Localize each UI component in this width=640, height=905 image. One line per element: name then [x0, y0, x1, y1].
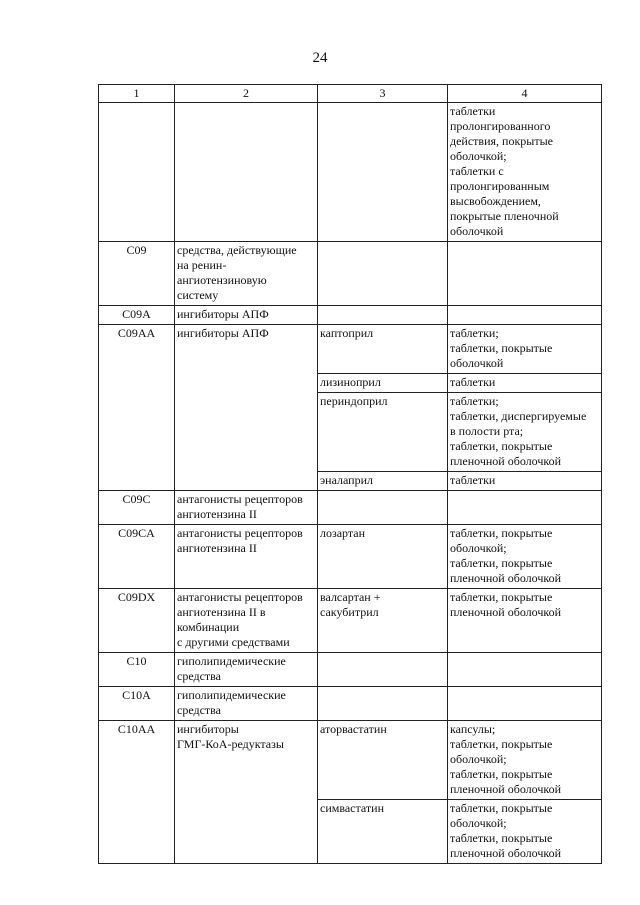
column-header: 1	[99, 85, 175, 103]
drug-name-cell	[318, 242, 448, 306]
drug-name-cell	[318, 103, 448, 242]
drug-name-cell	[318, 653, 448, 687]
cell-line: таблетки	[450, 473, 496, 487]
atc-code-cell: C09AA	[99, 325, 175, 491]
dosage-form-cell	[448, 589, 602, 653]
drug-name-cell	[318, 687, 448, 721]
atc-code-cell: C09C	[99, 491, 175, 525]
cell-line: таблетки с	[450, 164, 504, 178]
atc-code-cell: C09CA	[99, 525, 175, 589]
table-row	[99, 103, 602, 242]
cell-line: таблетки;	[450, 326, 499, 340]
drug-name-cell	[318, 800, 448, 864]
cell-line: оболочкой;	[450, 541, 507, 555]
drug-name-cell	[318, 589, 448, 653]
cell-line: таблетки;	[450, 394, 499, 408]
group-name-cell	[175, 306, 318, 325]
cell-line: таблетки, покрытые	[450, 737, 553, 751]
drug-name-cell	[318, 393, 448, 472]
atc-code-cell: C10A	[99, 687, 175, 721]
drug-name-cell	[318, 721, 448, 800]
cell-line: с другими средствами	[177, 635, 290, 649]
cell-line: пленочной оболочкой	[450, 454, 562, 468]
page-number: 24	[312, 50, 328, 66]
drug-name-cell	[318, 306, 448, 325]
atc-code-cell	[99, 103, 175, 242]
cell-line: ангиотензина II в	[177, 605, 266, 619]
cell-line: оболочкой	[450, 356, 504, 370]
dosage-form-cell	[448, 687, 602, 721]
table-row	[99, 242, 602, 306]
cell-line: действия, покрытые	[450, 134, 553, 148]
dosage-form-cell	[448, 491, 602, 525]
cell-line: оболочкой;	[450, 149, 507, 163]
cell-line: систему	[177, 288, 219, 302]
cell-line: комбинации	[177, 620, 240, 634]
atc-code-cell: C10AA	[99, 721, 175, 864]
cell-line: валсартан +	[320, 590, 381, 604]
cell-line: высвобождением,	[450, 194, 541, 208]
cell-line: таблетки, покрытые	[450, 439, 553, 453]
cell-line: антагонисты рецепторов	[177, 590, 303, 604]
cell-line: оболочкой;	[450, 816, 507, 830]
group-name-cell	[175, 325, 318, 491]
table-row	[99, 687, 602, 721]
group-name-cell	[175, 721, 318, 864]
cell-line: симвастатин	[320, 801, 384, 815]
cell-line: таблетки, покрытые	[450, 526, 553, 540]
column-header: 3	[318, 85, 448, 103]
cell-line: в полости рта;	[450, 424, 524, 438]
cell-line: ГМГ-КоА-редуктазы	[177, 737, 284, 751]
cell-line: оболочкой;	[450, 752, 507, 766]
cell-line: ингибиторы	[177, 722, 239, 736]
cell-line: пленочной оболочкой	[450, 571, 562, 585]
dosage-form-cell	[448, 306, 602, 325]
drug-name-cell	[318, 374, 448, 393]
cell-line: таблетки	[450, 104, 496, 118]
dosage-form-cell	[448, 721, 602, 800]
cell-line: таблетки, покрытые	[450, 801, 553, 815]
group-name-cell	[175, 103, 318, 242]
cell-line: аторвастатин	[320, 722, 387, 736]
table-row	[99, 721, 602, 800]
group-name-cell	[175, 242, 318, 306]
dosage-form-cell	[448, 242, 602, 306]
cell-line: периндоприл	[320, 394, 388, 408]
dosage-form-cell	[448, 800, 602, 864]
drug-list-table	[98, 84, 602, 864]
cell-line: каптоприл	[320, 326, 374, 340]
cell-line: ингибиторы АПФ	[177, 307, 269, 321]
table-row	[99, 306, 602, 325]
cell-line: пленочной оболочкой	[450, 846, 562, 860]
cell-line: пролонгированного	[450, 119, 551, 133]
cell-line: на ренин-	[177, 258, 227, 272]
column-header: 2	[175, 85, 318, 103]
group-name-cell	[175, 525, 318, 589]
cell-line: покрытые пленочной	[450, 209, 559, 223]
cell-line: оболочкой	[450, 224, 504, 238]
cell-line: сакубитрил	[320, 605, 379, 619]
column-header: 4	[448, 85, 602, 103]
dosage-form-cell	[448, 472, 602, 491]
dosage-form-cell	[448, 525, 602, 589]
atc-code-cell: C10	[99, 653, 175, 687]
drug-name-cell	[318, 491, 448, 525]
cell-line: ангиотензина II	[177, 507, 257, 521]
table-row	[99, 525, 602, 589]
dosage-form-cell	[448, 374, 602, 393]
cell-line: таблетки, покрытые	[450, 341, 553, 355]
cell-line: таблетки, покрытые	[450, 556, 553, 570]
cell-line: ангиотензиновую	[177, 273, 267, 287]
cell-line: гиполипидемические	[177, 654, 286, 668]
cell-line: таблетки, покрытые	[450, 767, 553, 781]
drug-name-cell	[318, 325, 448, 374]
table-row	[99, 491, 602, 525]
cell-line: антагонисты рецепторов	[177, 526, 303, 540]
group-name-cell	[175, 491, 318, 525]
atc-code-cell: C09DX	[99, 589, 175, 653]
drug-name-cell	[318, 472, 448, 491]
cell-line: таблетки, диспергируемые	[450, 409, 587, 423]
cell-line: антагонисты рецепторов	[177, 492, 303, 506]
table-header-row	[99, 85, 602, 103]
cell-line: капсулы;	[450, 722, 496, 736]
atc-code-cell: C09A	[99, 306, 175, 325]
table-body	[99, 103, 602, 864]
cell-line: эналаприл	[320, 473, 373, 487]
dosage-form-cell	[448, 653, 602, 687]
atc-code-cell: C09	[99, 242, 175, 306]
table-row	[99, 589, 602, 653]
cell-line: пролонгированным	[450, 179, 550, 193]
dosage-form-cell	[448, 393, 602, 472]
table-row	[99, 653, 602, 687]
dosage-form-cell	[448, 103, 602, 242]
group-name-cell	[175, 687, 318, 721]
cell-line: пленочной оболочкой	[450, 782, 562, 796]
cell-line: средства, действующие	[177, 243, 297, 257]
cell-line: таблетки, покрытые	[450, 831, 553, 845]
group-name-cell	[175, 653, 318, 687]
cell-line: ангиотензина II	[177, 541, 257, 555]
cell-line: пленочной оболочкой	[450, 605, 562, 619]
cell-line: таблетки	[450, 375, 496, 389]
cell-line: ингибиторы АПФ	[177, 326, 269, 340]
dosage-form-cell	[448, 325, 602, 374]
cell-line: таблетки, покрытые	[450, 590, 553, 604]
cell-line: средства	[177, 669, 222, 683]
drug-name-cell	[318, 525, 448, 589]
group-name-cell	[175, 589, 318, 653]
cell-line: гиполипидемические	[177, 688, 286, 702]
cell-line: средства	[177, 703, 222, 717]
cell-line: лозартан	[320, 526, 366, 540]
cell-line: лизиноприл	[320, 375, 381, 389]
table-row	[99, 325, 602, 374]
